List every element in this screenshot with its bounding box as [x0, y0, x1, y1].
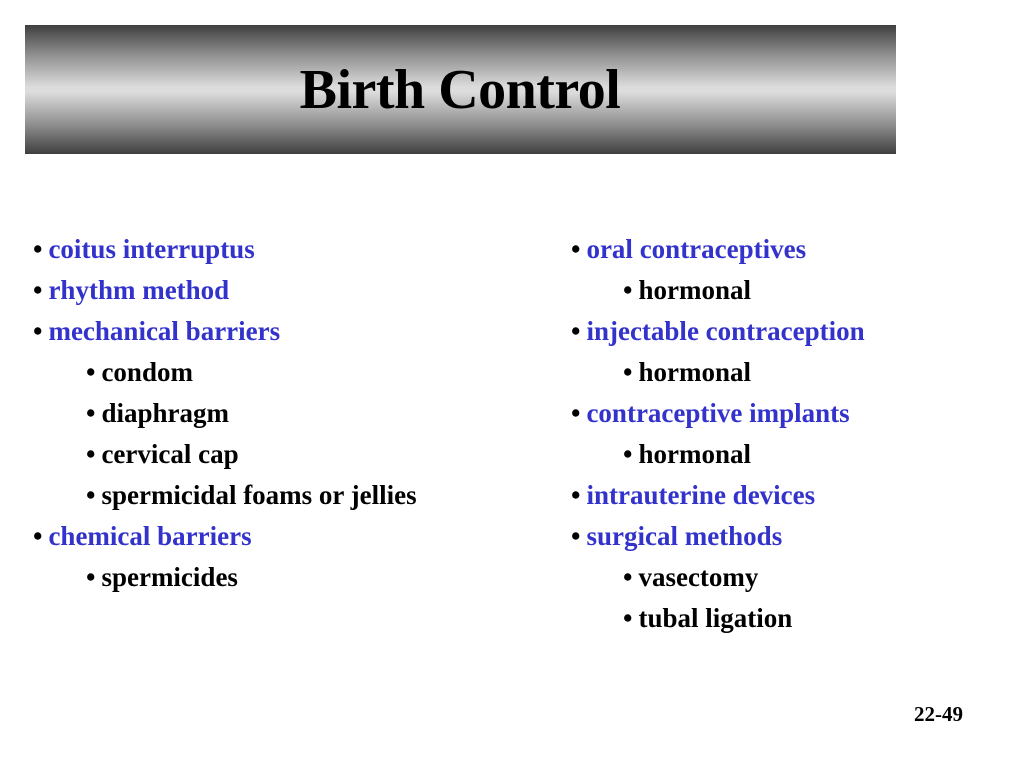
list-item — [571, 393, 865, 434]
bullet-icon: • — [33, 521, 43, 551]
sub-list-item — [571, 270, 865, 311]
sub-list-item-text: hormonal — [638, 275, 751, 305]
sub-list-item — [33, 557, 417, 598]
sub-list-item — [571, 598, 865, 639]
sub-list-item-text: hormonal — [638, 439, 751, 469]
list-item — [33, 311, 417, 352]
list-item-text: contraceptive implants — [586, 398, 850, 428]
bullet-icon: • — [86, 398, 96, 428]
sub-list-item — [571, 352, 865, 393]
list-item — [33, 229, 417, 270]
list-item — [33, 270, 417, 311]
bullet-icon: • — [623, 275, 633, 305]
list-item — [571, 229, 865, 270]
bullet-icon: • — [623, 439, 633, 469]
slide-number: 22-49 — [914, 702, 963, 726]
list-item-text: injectable contraception — [586, 316, 865, 346]
list-item-text: rhythm method — [48, 275, 230, 305]
list-item-text: intrauterine devices — [586, 480, 816, 510]
sub-list-item — [33, 434, 417, 475]
sub-list-item — [33, 393, 417, 434]
left-bullet-list — [33, 229, 417, 598]
sub-list-item — [33, 475, 417, 516]
sub-list-item-text: vasectomy — [638, 562, 759, 592]
bullet-icon: • — [33, 316, 43, 346]
right-bullet-list — [571, 229, 865, 639]
list-item — [33, 516, 417, 557]
list-item-text: mechanical barriers — [48, 316, 281, 346]
sub-list-item-text: hormonal — [638, 357, 751, 387]
sub-list-item — [571, 434, 865, 475]
list-item-text: coitus interruptus — [48, 234, 255, 264]
bullet-icon: • — [571, 521, 581, 551]
bullet-icon: • — [33, 275, 43, 305]
bullet-icon: • — [571, 480, 581, 510]
bullet-icon: • — [86, 439, 96, 469]
list-item-text: chemical barriers — [48, 521, 252, 551]
bullet-icon: • — [571, 234, 581, 264]
sub-list-item-text: spermicides — [101, 562, 238, 592]
bullet-icon: • — [571, 316, 581, 346]
bullet-icon: • — [571, 398, 581, 428]
list-item-text: surgical methods — [586, 521, 783, 551]
bullet-icon: • — [33, 234, 43, 264]
slide-title: Birth Control — [299, 59, 621, 121]
list-item — [571, 516, 865, 557]
bullet-icon: • — [623, 357, 633, 387]
list-item-text: oral contraceptives — [586, 234, 807, 264]
bullet-icon: • — [86, 357, 96, 387]
sub-list-item — [571, 557, 865, 598]
sub-list-item-text: cervical cap — [101, 439, 239, 469]
bullet-icon: • — [86, 480, 96, 510]
bullet-icon: • — [623, 603, 633, 633]
sub-list-item-text: condom — [101, 357, 193, 387]
bullet-icon: • — [86, 562, 96, 592]
sub-list-item-text: spermicidal foams or jellies — [101, 480, 417, 510]
bullet-icon: • — [623, 562, 633, 592]
list-item — [571, 475, 865, 516]
sub-list-item-text: diaphragm — [101, 398, 229, 428]
sub-list-item — [33, 352, 417, 393]
list-item — [571, 311, 865, 352]
sub-list-item-text: tubal ligation — [638, 603, 793, 633]
